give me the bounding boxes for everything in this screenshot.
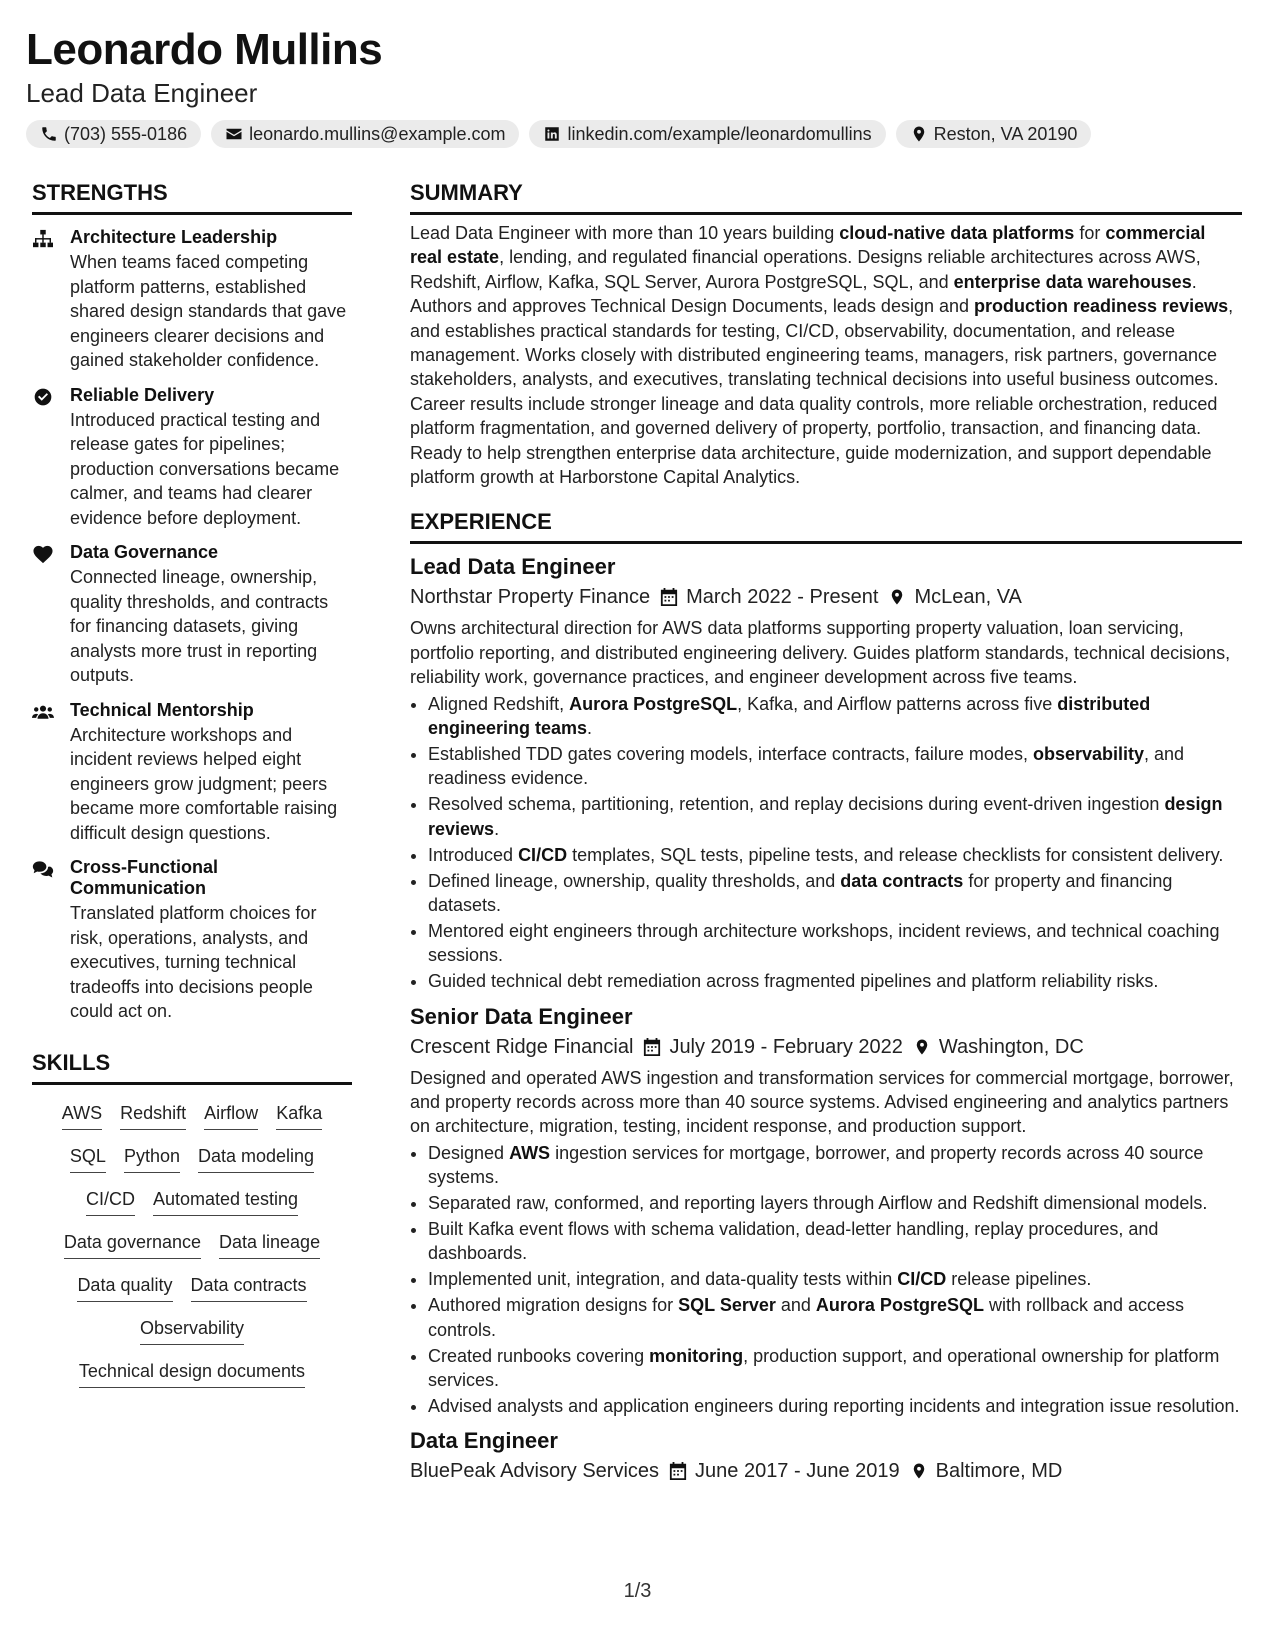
skill-tag: Automated testing	[153, 1187, 298, 1216]
contact-bar	[26, 120, 1249, 148]
job-title: Senior Data Engineer	[410, 1003, 633, 1029]
bullet-item	[428, 869, 1242, 918]
skill-tag: Data quality	[77, 1273, 172, 1302]
job-company: BluePeak Advisory Services	[410, 1460, 660, 1483]
text-span: Separated raw, conformed, and reporting layers through Airflow and Redshift dimensional models.	[428, 1193, 1208, 1214]
strength-title: Technical Mentorship	[70, 699, 254, 720]
bold-text: production readiness reviews	[974, 296, 1229, 317]
job-entry	[410, 552, 1242, 993]
strength-title: Data Governance	[70, 542, 219, 562]
strength-desc: When teams faced competing platform patterns, established shared design standards that gave engineers clearer decisions and gained stakeholder confidence.	[70, 252, 347, 370]
text-span: and	[775, 1295, 816, 1316]
bullet-item	[428, 1141, 1242, 1190]
skill-tag: Kafka	[276, 1101, 322, 1130]
bold-text: CI/CD	[897, 1269, 947, 1290]
page-number: 1/3	[623, 1580, 652, 1602]
summary-text	[410, 221, 1242, 489]
text-span: .	[587, 718, 593, 739]
comments-icon	[32, 859, 54, 879]
map-pin-icon	[888, 587, 906, 607]
experience-heading: EXPERIENCE	[410, 509, 1242, 544]
bullet-item	[428, 843, 1242, 867]
text-span: Implemented unit, integration, and data-quality tests within	[428, 1269, 898, 1290]
job-location-item	[913, 1032, 1084, 1062]
map-pin-icon	[910, 125, 928, 143]
job-title: Data Engineer	[410, 1428, 558, 1454]
skill-tag: Technical design documents	[79, 1359, 305, 1388]
job-dates-item	[660, 582, 878, 612]
skills-list	[32, 1085, 352, 1388]
bullet-item	[428, 1293, 1242, 1342]
right-column	[410, 180, 1242, 1486]
text-span: Mentored eight engineers through architecture workshops, incident reviews, and technical coaching sessions.	[428, 920, 1220, 966]
strength-item	[32, 542, 352, 688]
map-pin-icon	[910, 1461, 928, 1481]
text-span: , lending, and regulated financial operations. Designs reliable architectures across AWS, Redshift, Airflow, Kafka, SQL Server, Aurora PostgreSQL, SQL, and	[410, 247, 1201, 292]
job-location: Baltimore, MD	[935, 1460, 1063, 1483]
skill-tag: Redshift	[120, 1101, 186, 1130]
text-span: Created runbooks covering	[428, 1345, 650, 1366]
skill-tag: Data contracts	[191, 1273, 307, 1302]
text-span: Introduced	[428, 844, 519, 865]
strength-desc: Architecture workshops and incident reviews helped eight engineers grow judgment; peers became more comfortable raising difficult design questions.	[70, 724, 338, 843]
bullet-item	[428, 1217, 1242, 1266]
bullet-item	[428, 1191, 1242, 1215]
skill-tag: Data modeling	[198, 1144, 314, 1173]
job-title: Lead Data Engineer	[410, 554, 616, 580]
skill-tag: Python	[124, 1144, 180, 1173]
bullet-item	[428, 919, 1242, 968]
bullet-item	[428, 969, 1242, 993]
map-pin-icon	[913, 1037, 931, 1057]
bullet-item	[428, 792, 1242, 841]
bullet-item	[428, 1344, 1242, 1393]
bold-text: observability	[1032, 744, 1144, 764]
job-company: Crescent Ridge Financial	[410, 1035, 634, 1058]
calendar-icon	[669, 1461, 687, 1481]
job-meta	[410, 1456, 1242, 1486]
contact-phone-text: (703) 555-0186	[64, 123, 188, 144]
check-circle-icon	[32, 387, 54, 407]
skill-tag: Airflow	[204, 1101, 258, 1130]
bold-text: AWS	[509, 1142, 551, 1163]
text-span: Lead Data Engineer with more than 10 years building	[410, 223, 840, 243]
envelope-icon	[225, 125, 243, 143]
strength-item	[32, 700, 352, 846]
phone-icon	[40, 125, 58, 143]
strength-item	[32, 857, 352, 1024]
bold-text: distributed engineering teams	[428, 693, 1151, 739]
skill-tag: AWS	[62, 1101, 102, 1130]
job-location-item	[910, 1456, 1063, 1486]
job-description: Owns architectural direction for AWS data platforms supporting property valuation, loan servicing, portfolio reporting, and distributed engineering delivery. Guides platform standards, technical decisions, reliability work, governance practices, and engineer development across five teams.	[410, 618, 1231, 688]
org-chart-icon	[32, 229, 54, 249]
text-span: Designed	[428, 1142, 510, 1163]
bold-text: commercial real estate	[410, 223, 1206, 268]
contact-phone[interactable]	[26, 120, 201, 148]
bold-text: enterprise data warehouses	[953, 271, 1192, 292]
strength-title: Architecture Leadership	[70, 227, 278, 247]
text-span: , production support, and operational ownership for platform services.	[428, 1345, 1220, 1390]
job-bullets	[410, 692, 1242, 994]
text-span: , and establishes practical standards for testing, CI/CD, observability, documentation, and release management. Works closely with distributed engineering teams, managers, risk partners, governance stakeholders, analysts, and executives, translating technical decisions into useful business outcomes. Career results include stronger lineage and data quality controls, more reliable orchestration, reduced platform fragmentation, and governed delivery of property, portfolio, transaction, and financing data. Ready to help strengthen enterprise data architecture, guide modernization, and support dependable platform growth at Harborstone Capital Analytics.	[410, 296, 1234, 488]
strength-desc: Connected lineage, ownership, quality thresholds, and contracts for financing datasets, giving analysts more trust in reporting outputs.	[70, 567, 329, 685]
text-span: with rollback and access controls.	[428, 1295, 1185, 1340]
text-span: for property and financing datasets.	[428, 870, 1173, 915]
text-span: .	[494, 818, 500, 839]
strength-title: Reliable Delivery	[70, 384, 215, 405]
skill-tag: CI/CD	[86, 1187, 135, 1216]
skill-tag: SQL	[70, 1144, 106, 1173]
job-bullets	[410, 1141, 1242, 1418]
strength-title: Cross-Functional Communication	[70, 857, 219, 898]
text-span: Defined lineage, ownership, quality thresholds, and	[428, 870, 841, 891]
candidate-role: Lead Data Engineer	[26, 78, 258, 108]
left-column	[32, 180, 352, 1388]
calendar-icon	[660, 587, 678, 607]
bold-text: CI/CD	[518, 844, 568, 865]
contact-email[interactable]	[211, 120, 519, 148]
text-span: release pipelines.	[946, 1269, 1092, 1290]
skill-tag: Data governance	[64, 1230, 201, 1259]
text-span: Authored migration designs for	[428, 1295, 679, 1316]
strength-desc: Translated platform choices for risk, operations, analysts, and executives, turning technical tradeoffs into decisions people could act on.	[70, 903, 317, 1021]
experience-list	[410, 552, 1242, 1486]
skill-tag: Observability	[140, 1316, 244, 1345]
job-dates-item	[643, 1032, 902, 1062]
job-dates: July 2019 - February 2022	[669, 1035, 903, 1058]
text-span: , Kafka, and Airflow patterns across five	[737, 693, 1058, 714]
resume-header	[26, 22, 1249, 148]
bold-text: Aurora PostgreSQL	[569, 693, 738, 714]
job-dates: March 2022 - Present	[686, 586, 879, 609]
heart-icon	[32, 544, 54, 564]
bullet-item	[428, 742, 1242, 791]
candidate-name: Leonardo Mullins	[26, 25, 383, 74]
strength-item	[32, 227, 352, 373]
job-entry	[410, 1426, 1242, 1486]
bullet-item	[428, 1394, 1242, 1418]
text-span: Advised analysts and application engineers during reporting incidents and integration issue resolution.	[428, 1395, 1240, 1416]
bold-text: cloud-native data platforms	[839, 223, 1075, 243]
bullet-item	[428, 692, 1242, 741]
text-span: Resolved schema, partitioning, retention, and replay decisions during event-driven ingestion	[428, 794, 1165, 815]
strength-item	[32, 385, 352, 531]
text-span: Aligned Redshift,	[428, 693, 570, 714]
bold-text: design reviews	[428, 794, 1223, 839]
contact-email-text: leonardo.mullins@example.com	[249, 123, 506, 144]
contact-location	[896, 120, 1092, 148]
strength-desc: Introduced practical testing and release gates for pipelines; production conversations became calmer, and teams had clearer evidence before deployment.	[70, 409, 340, 528]
text-span: Established TDD gates covering models, interface contracts, failure modes,	[428, 744, 1033, 764]
bullet-item	[428, 1267, 1242, 1291]
summary-heading: SUMMARY	[410, 180, 1242, 215]
job-meta	[410, 582, 1242, 612]
job-description: Designed and operated AWS ingestion and transformation services for commercial mortgage, borrower, and property records across more than 40 source systems. Advised engineering and analytics partners on architecture, migration, testing, incident response, and production support.	[410, 1067, 1234, 1137]
calendar-icon	[643, 1037, 661, 1057]
linkedin-icon	[543, 125, 561, 143]
job-location: Washington, DC	[938, 1035, 1084, 1058]
contact-linkedin[interactable]	[529, 120, 885, 148]
skills-heading: SKILLS	[32, 1050, 352, 1085]
bold-text: SQL Server	[678, 1295, 776, 1316]
bold-text: Aurora PostgreSQL	[815, 1295, 984, 1316]
bold-text: monitoring	[649, 1345, 744, 1366]
bold-text: data contracts	[840, 870, 964, 891]
text-span: templates, SQL tests, pipeline tests, and release checklists for consistent delivery.	[567, 844, 1224, 865]
text-span: for	[1074, 223, 1106, 243]
text-span: Guided technical debt remediation across fragmented pipelines and platform reliability risks.	[428, 971, 1159, 992]
skill-tag: Data lineage	[219, 1230, 320, 1259]
users-icon	[32, 702, 54, 722]
job-dates: June 2017 - June 2019	[695, 1460, 900, 1483]
job-dates-item	[669, 1456, 900, 1486]
job-meta	[410, 1032, 1242, 1062]
job-entry	[410, 1002, 1242, 1419]
strengths-heading: STRENGTHS	[32, 180, 352, 215]
job-location-item	[888, 582, 1021, 612]
text-span: ingestion services for mortgage, borrower, and property records across 40 source systems.	[428, 1142, 1204, 1188]
text-span: , and readiness evidence.	[428, 744, 1185, 789]
text-span: . Authors and approves Technical Design Documents, leads design and	[410, 271, 1197, 317]
text-span: Built Kafka event flows with schema validation, dead-letter handling, replay procedures, and dashboards.	[428, 1219, 1159, 1264]
job-location: McLean, VA	[914, 586, 1022, 609]
job-company: Northstar Property Finance	[410, 586, 651, 609]
contact-linkedin-text: linkedin.com/example/leonardomullins	[567, 123, 872, 144]
contact-location-text: Reston, VA 20190	[933, 123, 1078, 144]
